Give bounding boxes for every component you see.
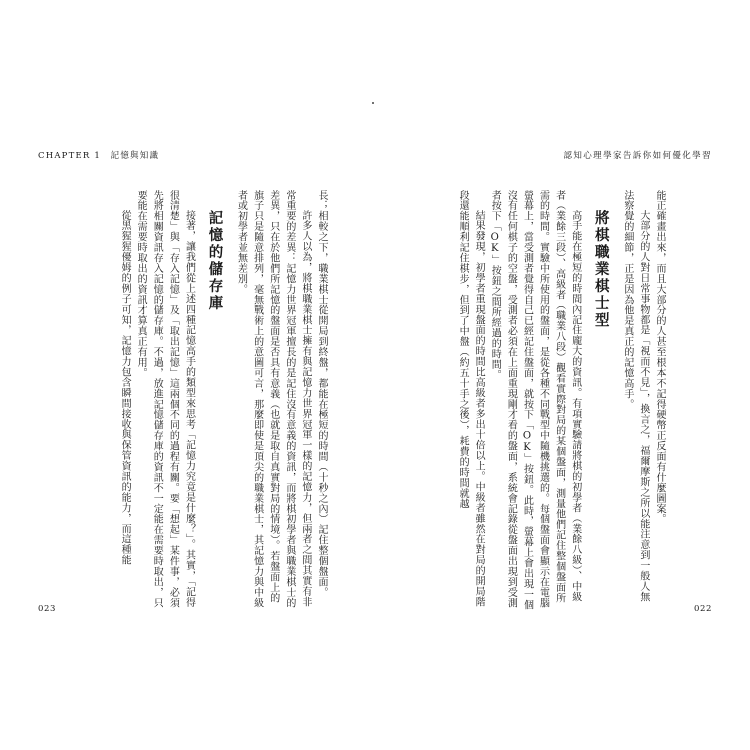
running-header-right: 認知心理學家告訴你如何優化學習 (563, 151, 712, 161)
left-paragraph-1: 長；相較之下，職業棋士從開局到終盤，都能在極短的時間（十秒之內）記住整個盤面。 (316, 190, 327, 598)
left-section-heading: 記憶的儲存庫 (206, 210, 223, 312)
right-section-heading: 將棋職業棋士型 (592, 210, 609, 329)
right-page-text (399, 190, 667, 610)
right-paragraph-4: 結果發現，初學者重現盤面的時間比高級者多出十倍以上。中級者雖然在對局的開局階段還能順利記住棋步，但到了中盤（約五十手之後），耗費的時間就越 (457, 190, 485, 608)
page-number-left: 023 (38, 604, 57, 614)
running-header-left: CHAPTER 1 記憶與知識 (38, 151, 160, 161)
page-number-right: 022 (693, 604, 712, 614)
right-paragraph-2: 大部分的人對日常事物都是「視而不見」，換言之，福爾摩斯之所以能注意到一般人無法察覺的細節，正是因為他是真正的記憶高手。 (621, 190, 649, 603)
left-paragraph-3: 接著，讓我們從上述四種記憶高手的類型來思考「記憶力究竟是什麼？」。其實，「記得很清楚」與「存入記憶」及「取出記憶」這兩個不同的過程有關。要「想起」某件事，必須先將相關資訊存入記憶的儲存庫。不過，放進記憶儲存庫的資訊不一定能在需要時取出，只要能在需要時取出的資訊才算真正有用。 (135, 190, 195, 608)
right-paragraph-3: 高手能在極短的時間內記住龐大的資訊。有項實驗請將棋的初學者（業餘八級）、中級者（業餘三段）、高級者（職業八段）觀看實際對局的某個盤面，測量他們記住整個盤面所需的時間。實驗中所使用的盤面，是從各種不同戰型中隨機挑選的。每個盤面會顯示在電腦螢幕上，當受測者覺得自己已經記住盤面，就按下「OK」按鈕。此時，螢幕上會出現一個沒有任何棋子的空盤，受測者必須在上面重現剛才看的盤面，系統會記錄從盤面出現到受測者按下「OK」按鈕之間所經過的時間。 (489, 190, 581, 610)
right-paragraph-1: 能正確畫出來，而且大部分的人甚至根本不記得硬幣正反面有什麼圖案。 (654, 190, 665, 525)
left-paragraph-4: 從黑猩猩優姆的例子可知，記憶力包含瞬間接收與保管資訊的能力，而這種能 (119, 210, 131, 566)
center-dot (372, 102, 374, 104)
left-page-text (77, 190, 329, 610)
left-paragraph-2: 許多人以為，將棋職業棋士擁有與記憶力世界冠軍一樣的記憶力，但兩者之間其實有非常重要的差異：記憶力世界冠軍擅長的是記住沒有意義的資訊，而將棋初學者與職業棋士的差異，只在於他們所記憶的盤面是否具有意義（也就是取自真實對局的情境）。若盤面上的旗子只是隨意排列，毫無戰術上的意圖可言，那麼即使是頂尖的職業棋士，其記憶力與中級者或初學者並無差別。 (235, 190, 311, 608)
